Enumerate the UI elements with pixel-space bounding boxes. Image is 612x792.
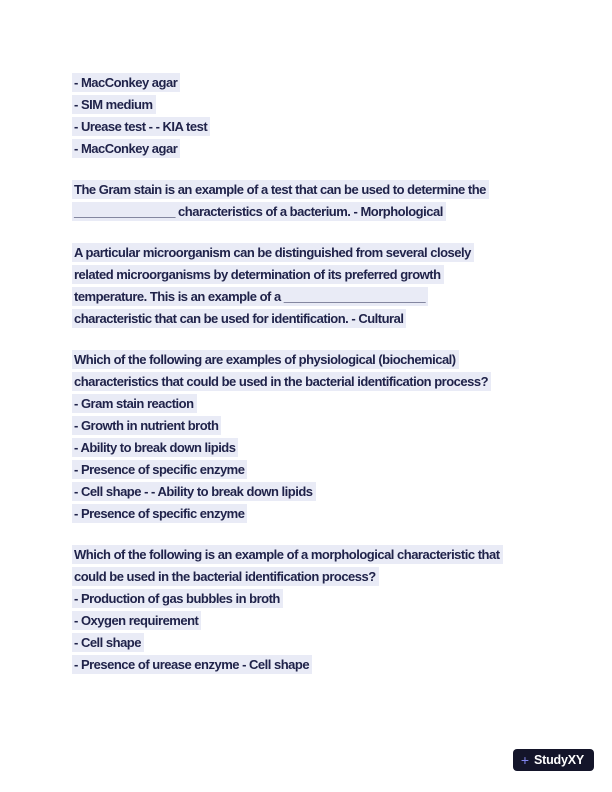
text-line bbox=[72, 349, 594, 371]
highlighted-text: - Presence of urease enzyme - Cell shape bbox=[72, 655, 312, 674]
question-block bbox=[72, 242, 594, 330]
text-line bbox=[72, 94, 594, 116]
highlighted-text: A particular microorganism can be distinguished from several closely bbox=[72, 243, 474, 262]
text-line bbox=[72, 566, 594, 588]
text-line bbox=[72, 544, 594, 566]
question-block bbox=[72, 544, 594, 676]
highlighted-text: characteristic that can be used for identification. - Cultural bbox=[72, 309, 406, 328]
highlighted-text: - Cell shape - - Ability to break down lipids bbox=[72, 482, 316, 501]
highlighted-text: - MacConkey agar bbox=[72, 139, 180, 158]
highlighted-text: - Presence of specific enzyme bbox=[72, 460, 247, 479]
highlighted-text: - Production of gas bubbles in broth bbox=[72, 589, 283, 608]
text-line bbox=[72, 116, 594, 138]
answer-list-block bbox=[72, 72, 594, 160]
text-line bbox=[72, 264, 594, 286]
highlighted-text: Which of the following are examples of physiological (biochemical) bbox=[72, 350, 459, 369]
text-line bbox=[72, 654, 594, 676]
highlighted-text: - Growth in nutrient broth bbox=[72, 416, 221, 435]
text-line bbox=[72, 179, 594, 201]
question-block bbox=[72, 179, 594, 223]
highlighted-text: - MacConkey agar bbox=[72, 73, 180, 92]
highlighted-text: - Urease test - - KIA test bbox=[72, 117, 210, 136]
text-line bbox=[72, 632, 594, 654]
text-line bbox=[72, 437, 594, 459]
highlighted-text: - Oxygen requirement bbox=[72, 611, 201, 630]
text-line bbox=[72, 415, 594, 437]
highlighted-text: could be used in the bacterial identification process? bbox=[72, 567, 379, 586]
text-line bbox=[72, 242, 594, 264]
text-line bbox=[72, 308, 594, 330]
highlighted-text: - Ability to break down lipids bbox=[72, 438, 238, 457]
text-line bbox=[72, 503, 594, 525]
text-line bbox=[72, 286, 594, 308]
text-line bbox=[72, 481, 594, 503]
text-line bbox=[72, 72, 594, 94]
question-block bbox=[72, 349, 594, 525]
highlighted-text: _______________ characteristics of a bacterium. - Morphological bbox=[72, 202, 446, 221]
highlighted-text: - Gram stain reaction bbox=[72, 394, 197, 413]
text-line bbox=[72, 588, 594, 610]
studyxy-badge bbox=[513, 749, 594, 771]
highlighted-text: Which of the following is an example of a morphological characteristic that bbox=[72, 545, 503, 564]
text-line bbox=[72, 459, 594, 481]
text-line bbox=[72, 138, 594, 160]
highlighted-text: related microorganisms by determination of its preferred growth bbox=[72, 265, 444, 284]
highlighted-text: - Presence of specific enzyme bbox=[72, 504, 247, 523]
text-line bbox=[72, 393, 594, 415]
highlighted-text: temperature. This is an example of a _____________________ bbox=[72, 287, 428, 306]
text-line bbox=[72, 371, 594, 393]
plus-icon: + bbox=[520, 752, 529, 768]
text-line bbox=[72, 610, 594, 632]
highlighted-text: - SIM medium bbox=[72, 95, 156, 114]
highlighted-text: characteristics that could be used in the bacterial identification process? bbox=[72, 372, 491, 391]
highlighted-text: The Gram stain is an example of a test that can be used to determine the bbox=[72, 180, 489, 199]
highlighted-text: - Cell shape bbox=[72, 633, 144, 652]
text-line bbox=[72, 201, 594, 223]
brand-label: StudyXY bbox=[534, 753, 584, 767]
